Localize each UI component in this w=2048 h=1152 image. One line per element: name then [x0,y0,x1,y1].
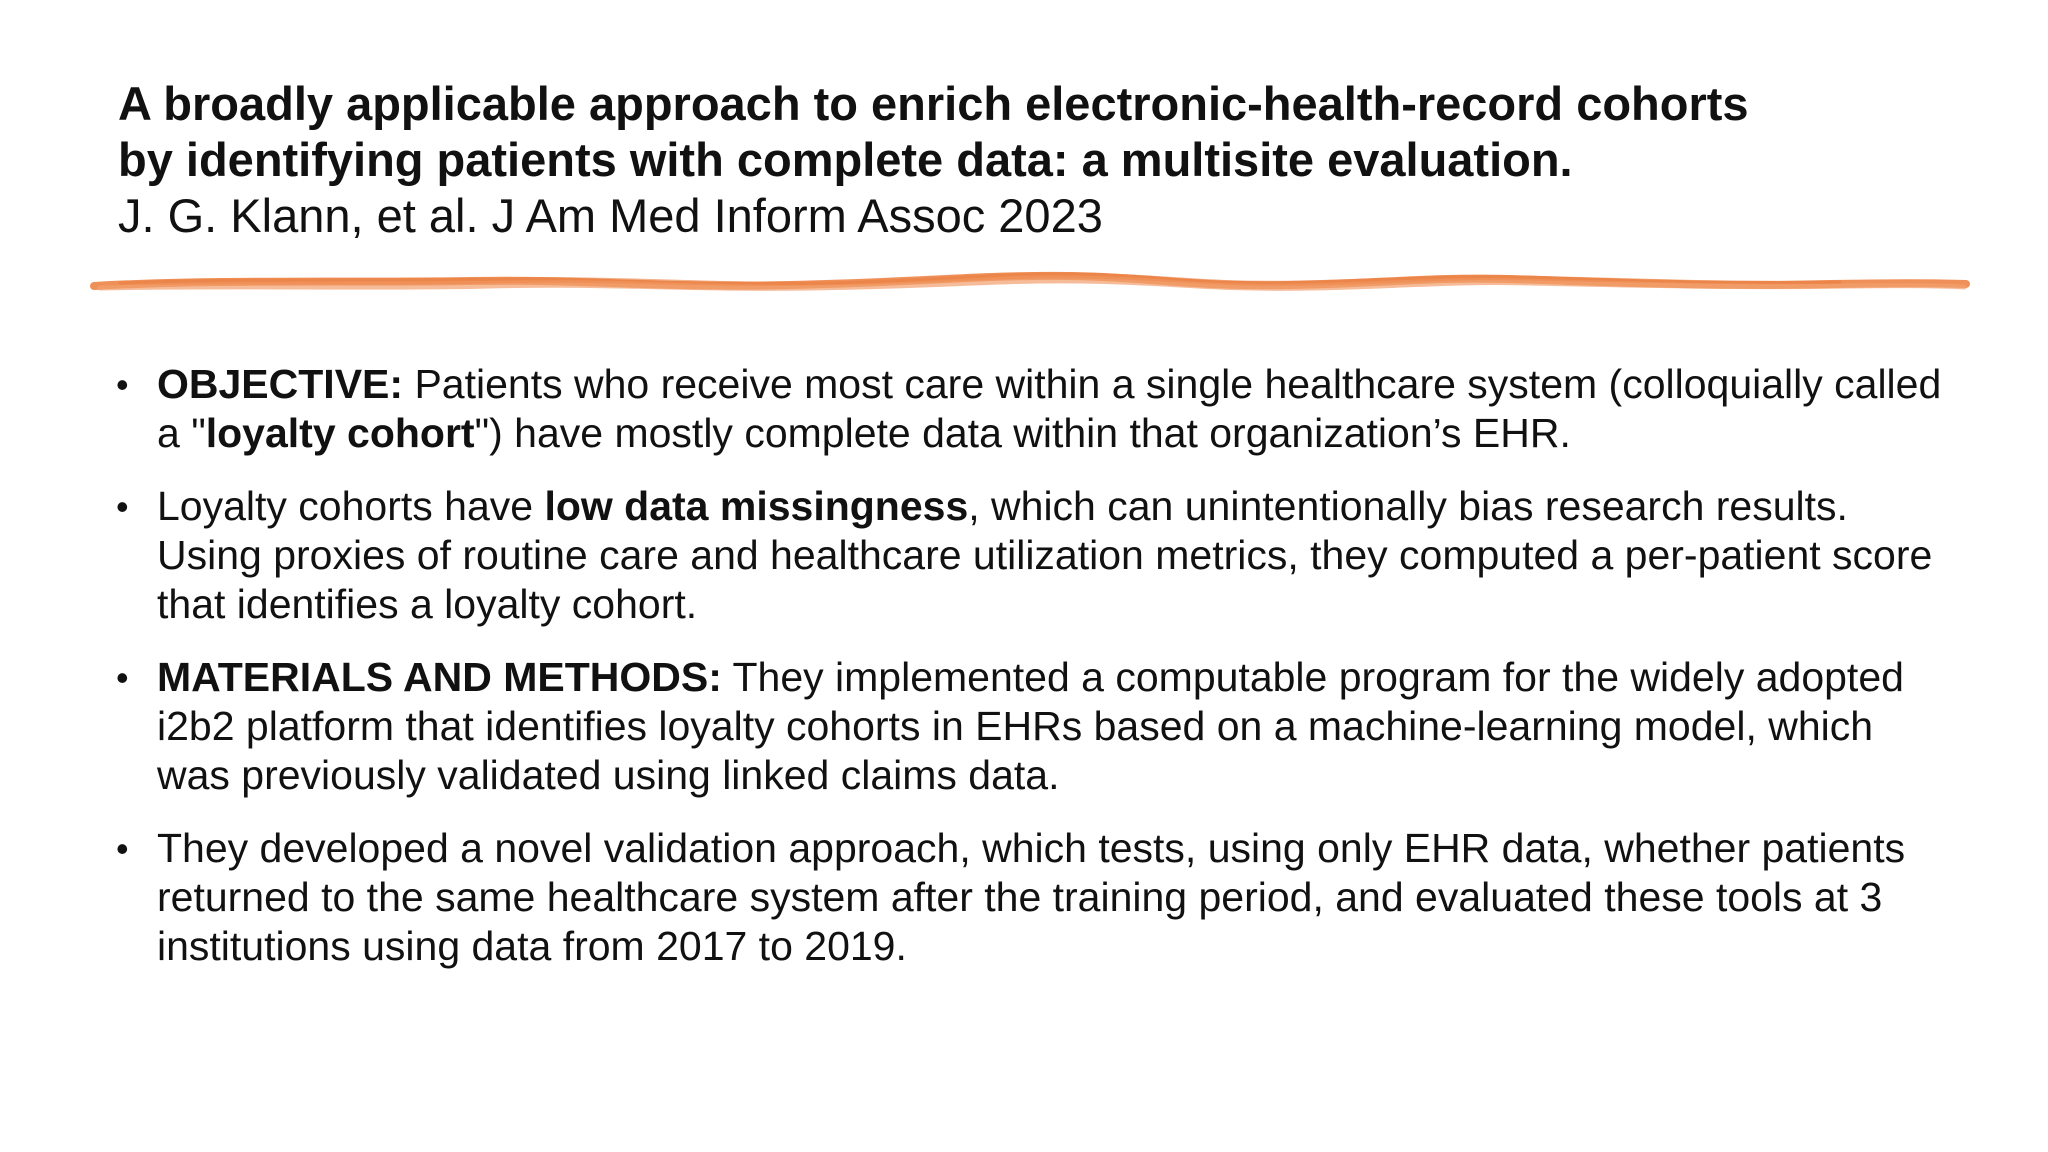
bullet-list [114,360,1954,995]
paper-title-line-2: by identifying patients with complete data: a multisite evaluation. [118,133,1573,186]
bullet-glyph: • [116,828,129,869]
bullet-lead-label: OBJECTIVE: [157,361,404,407]
bullet-text: They developed a novel validation approach, which tests, using only EHR data, whether patients returned to the same healthcare system after the training period, and evaluated these tools at 3 institutions using data from 2017 to 2019. [157,825,1906,969]
bullet-glyph: • [116,486,129,527]
bullet-text: , which can unintentionally bias research results. Using proxies of routine care and healthcare utilization metrics, they computed a per-patient score that identifies a loyalty cohort. [157,483,1933,627]
title-block [118,76,1958,244]
paper-citation: J. G. Klann, et al. J Am Med Inform Assoc 2023 [118,189,1103,242]
bullet-text: Patients who receive most care within a single healthcare system (colloquially called a " [157,361,1942,456]
bullet-glyph: • [116,364,129,405]
paper-title-line-1: A broadly applicable approach to enrich electronic-health-record cohorts [118,77,1749,130]
bullet-validation [114,824,1954,971]
bullet-emphasis: low data missingness [544,483,969,529]
bullet-text: Loyalty cohorts have [157,483,545,529]
bullet-lead-label: MATERIALS AND METHODS: [157,654,722,700]
bullet-methods [114,653,1954,800]
bullet-emphasis: loyalty cohort [205,410,475,456]
paper-title [118,76,1958,188]
bullet-text: ") have mostly complete data within that organization’s EHR. [474,410,1571,456]
bullet-glyph: • [116,657,129,698]
bullet-objective [114,360,1954,458]
bullet-missingness [114,482,1954,629]
brush-divider [90,266,1970,306]
bullet-text: They implemented a computable program for the widely adopted i2b2 platform that identifies loyalty cohorts in EHRs based on a machine-learning model, which was previously validated using linked claims data. [157,654,1904,798]
